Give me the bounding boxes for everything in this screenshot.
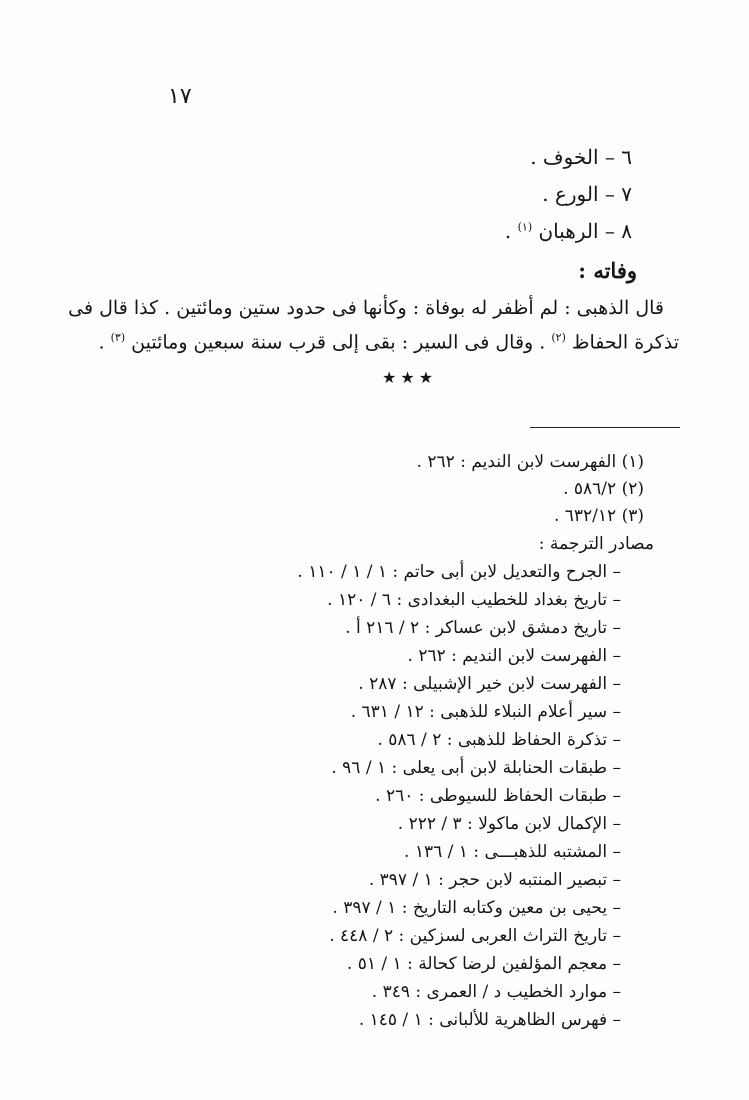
sources-label: مصادر الترجمة : — [538, 534, 654, 554]
paragraph-line-1: قال الذهبى : لم أظفر له بوفاة : وكأنها فى حدود ستين ومائتين . كذا قال فى — [68, 297, 664, 319]
source-item: – الإكمال لابن ماكولا : ٣ / ٢٢٢ . — [397, 814, 621, 834]
source-item: – يحيى بن معين وكتابه التاريخ : ١ / ٣٩٧ . — [332, 898, 621, 918]
footnote-3: (٣) ٦٣٢/١٢ . — [553, 506, 644, 526]
footnote-ref: (٣) — [110, 331, 126, 344]
footnote-ref: (١) — [517, 220, 533, 234]
source-item: – المشتبه للذهبـــى : ١ / ١٣٦ . — [404, 842, 621, 862]
source-item: – معجم المؤلفين لرضا كحالة : ١ / ٥١ . — [346, 954, 621, 974]
list-item-monasticism — [505, 219, 632, 243]
list-item-text: ٨ – الرهبان — [538, 219, 632, 243]
section-heading: وفاته : — [578, 258, 637, 283]
page-number: ١٧ — [168, 84, 192, 109]
source-item: – فهرس الظاهرية للألبانى : ١ / ١٤٥ . — [358, 1010, 621, 1030]
footnote-ref: (٢) — [551, 331, 566, 344]
source-item: – تاريخ التراث العربى لسزكين : ٢ / ٤٤٨ . — [329, 926, 621, 946]
paragraph-text-b: . وقال فى السير : بقى إلى قرب سنة سبعين ومائتين — [125, 331, 552, 354]
section-divider-stars: ★★★ — [382, 368, 438, 387]
source-item: – تذكرة الحفاظ للذهبى : ٢ / ٥٨٦ . — [377, 730, 621, 750]
source-item: – موارد الخطيب د / العمرى : ٣٤٩ . — [371, 982, 621, 1002]
list-item-piety: ٧ – الورع . — [542, 182, 632, 206]
paragraph-text-a: تذكرة الحفاظ — [565, 331, 679, 354]
source-item: – تاريخ دمشق لابن عساكر : ٢ / ٢١٦ أ . — [345, 618, 621, 638]
source-item: – سير أعلام النبلاء للذهبى : ١٢ / ٦٣١ . — [350, 702, 621, 722]
source-item: – طبقات الحنابلة لابن أبى يعلى : ١ / ٩٦ . — [331, 758, 621, 778]
source-item: – الفهرست لابن النديم : ٢٦٢ . — [407, 646, 621, 666]
list-item-fear: ٦ – الخوف . — [530, 145, 632, 169]
list-item-end: . — [504, 219, 512, 243]
paragraph-line-2 — [99, 331, 680, 353]
source-item: – الجرح والتعديل لابن أبى حاتم : ١ / ١ / ١١٠ . — [297, 562, 621, 582]
paragraph-text-c: . — [98, 331, 111, 354]
source-item: – تاريخ بغداد للخطيب البغدادى : ٦ / ١٢٠ . — [327, 590, 621, 610]
footnote-1: (١) الفهرست لابن النديم : ٢٦٢ . — [416, 452, 644, 472]
footnote-2: (٢) ٥٨٦/٢ . — [563, 479, 644, 499]
footnote-rule — [530, 427, 680, 428]
source-item: – تبصير المنتبه لابن حجر : ١ / ٣٩٧ . — [368, 870, 621, 890]
source-item: – الفهرست لابن خير الإشبيلى : ٢٨٧ . — [358, 674, 621, 694]
source-item: – طبقات الحفاظ للسيوطى : ٢٦٠ . — [375, 786, 621, 806]
